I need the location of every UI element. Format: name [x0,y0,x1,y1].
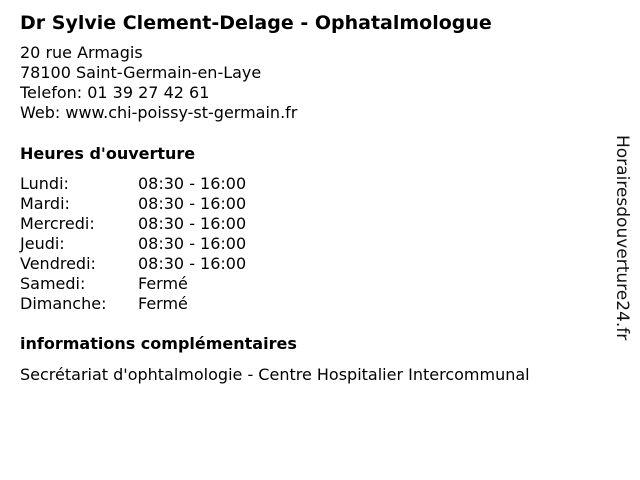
hours-time: 08:30 - 16:00 [138,174,247,193]
hours-row-tuesday [20,194,320,214]
address-city: 78100 Saint-Germain-en-Laye [20,63,262,82]
address-street: 20 rue Armagis [20,43,143,62]
hours-time: 08:30 - 16:00 [138,234,247,253]
hours-day: Samedi: [20,274,86,293]
hours-time: 08:30 - 16:00 [138,194,247,213]
hours-day: Mercredi: [20,214,95,233]
phone-number: Telefon: 01 39 27 42 61 [20,83,210,102]
hours-row-wednesday [20,214,320,234]
info-text: Secrétariat d'ophtalmologie - Centre Hospitalier Intercommunal [20,365,530,384]
page-title: Dr Sylvie Clement-Delage - Ophatalmologue [20,12,492,34]
hours-time: Fermé [138,294,188,313]
hours-row-saturday [20,274,320,294]
website-link: Web: www.chi-poissy-st-germain.fr [20,103,298,122]
hours-row-thursday [20,234,320,254]
hours-day: Vendredi: [20,254,96,273]
hours-row-sunday [20,294,320,314]
info-heading: informations complémentaires [20,334,297,353]
hours-day: Jeudi: [20,234,65,253]
hours-heading: Heures d'ouverture [20,144,196,163]
hours-day: Dimanche: [20,294,107,313]
hours-time: 08:30 - 16:00 [138,214,247,233]
hours-time: 08:30 - 16:00 [138,254,247,273]
hours-row-friday [20,254,320,274]
hours-time: Fermé [138,274,188,293]
side-brand-text: Horairesdouverture24.fr [612,135,632,341]
hours-day: Mardi: [20,194,70,213]
hours-day: Lundi: [20,174,69,193]
hours-row-monday [20,174,320,194]
address-block [20,43,297,123]
side-brand-watermark [612,135,632,345]
opening-hours-table [20,174,320,314]
